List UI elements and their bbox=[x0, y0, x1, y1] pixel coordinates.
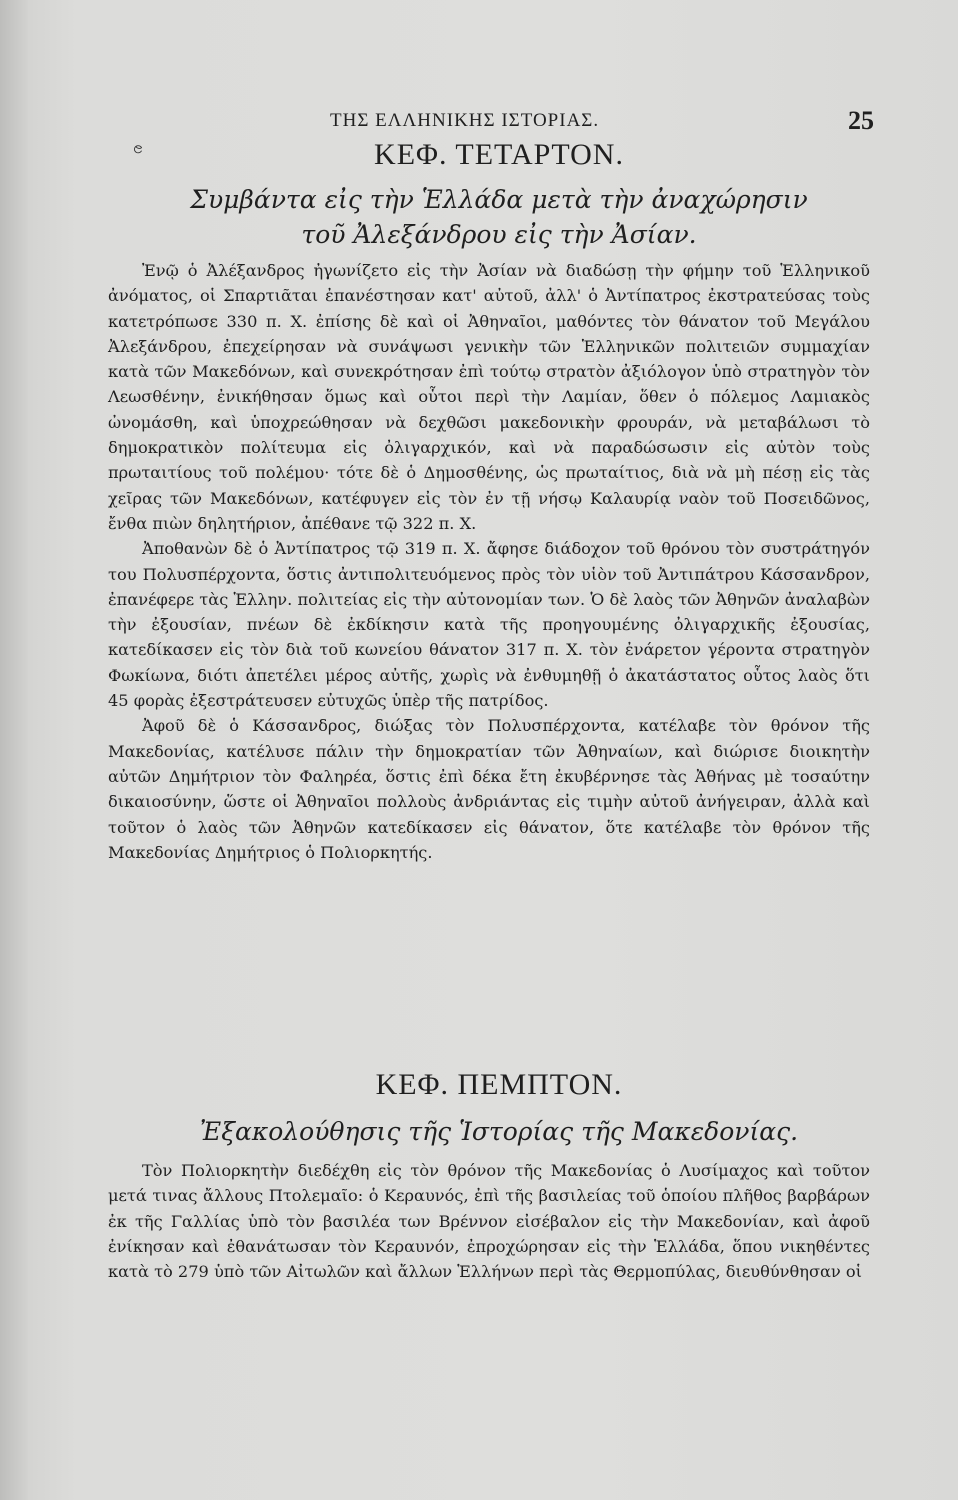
chapter4-paragraph: Ἀποθανὼν δὲ ὁ Ἀντίπατρος τῷ 319 π. Χ. ἄφησε διάδοχον τοῦ θρόνου τὸν συστράτηγόν του Πολυσπέρχοντα, ὅστις ἀντιπολιτευόμενος πρὸς τὸν υἱὸν τοῦ Ἀντιπάτρου Κάσσανδρον, ἐπανέφερε τὰς Ἑλλην. πολιτείας εἰς τὴν αὐτονομίαν των. Ὁ δὲ λαὸς τῶν Ἀθηνῶν ἀναλαβὼν τὴν ἐξουσίαν, πνέων δὲ ἐκδίκησιν κατὰ τῆς προηγουμένης ὀλιγαρχικῆς ἐξουσίας, κατεδίκασεν εἰς τὸν διὰ τοῦ κωνείου θάνατον 317 π. Χ. τὸν ἐνάρετον γέροντα στρατηγὸν Φωκίωνα, διότι ἀπετέλει μέρος αὐτῆς, χωρὶς νὰ ἐνθυμηθῇ ὁ ἀκατάστατος οὗτος λαὸς ὅτι 45 φορὰς ἐξεστράτευσεν εὐτυχῶς ὑπὲρ τῆς πατρίδος. bbox=[108, 539, 870, 711]
running-head: ΤΗΣ ΕΛΛΗΝΙΚΗΣ ΙΣΤΟΡΙΑΣ. bbox=[330, 110, 600, 131]
chapter5-subtitle: Ἐξακολούθησις τῆς Ἱστορίας τῆς Μακεδονίας. bbox=[199, 1117, 799, 1146]
chapter4-paragraph: Ἐνῷ ὁ Ἀλέξανδρος ἠγωνίζετο εἰς τὴν Ἀσίαν νὰ διαδώσῃ τὴν φήμην τοῦ Ἑλληνικοῦ ἀνόματος, οἱ Σπαρτιᾶται ἐπανέστησαν κατ' αὐτοῦ, ἀλλ' ὁ Ἀντίπατρος ἐκστρατεύσας τοὺς κατετρόπωσε 330 π. Χ. ἐπίσης δὲ καὶ οἱ Ἀθηναῖοι, μαθόντες τὸν θάνατον τοῦ Μεγάλου Ἀλεξάνδρου, ἐπεχείρησαν νὰ συνάψωσι γενικὴν τῶν Ἑλληνικῶν πολιτειῶν συμμαχίαν κατὰ τῶν Μακεδόνων, καὶ συνεκρότησαν ἐπὶ τούτῳ στρατὸν ἀξιόλογον ὑπὸ στρατηγὸν τὸν Λεωσθένην, ἐνικήθησαν ὅμως καὶ οὗτοι περὶ τὴν Λαμίαν, ὅθεν ὁ πόλεμος Λαμιακὸς ὠνομάσθη, καὶ ὑποχρεώθησαν νὰ δεχθῶσι μακεδονικὴν φρουράν, νὰ μεταβάλωσι τὸ δημοκρατικὸν πολίτευμα εἰς ὀλιγαρχικόν, καὶ νὰ παραδώσωσιν εἰς αὐτὸν τοὺς πρωταιτίους τοῦ πολέμου· τότε δὲ ὁ Δημοσθένης, ὡς πρωταίτιος, διὰ νὰ μὴ πέσῃ εἰς τὰς χεῖρας τῶν Μακεδόνων, κατέφυγεν εἰς τὸν ἐν τῇ νήσῳ Καλαυρίᾳ ναὸν τοῦ Ποσειδῶνος, ἔνθα πιὼν δηλητήριον, ἀπέθανε τῷ 322 π. Χ. bbox=[108, 261, 870, 533]
chapter5-paragraph: Τὸν Πολιορκητὴν διεδέχθη εἰς τὸν θρόνον τῆς Μακεδονίας ὁ Λυσίμαχος καὶ τοῦτον μετά τινας ἄλλους Πτολεμαῖο: ὁ Κεραυνός, ἐπὶ τῆς βασιλείας τοῦ ὁποίου πλῆθος βαρβάρων ἐκ τῆς Γαλλίας ὑπὸ τὸν βασιλέα των Βρέννον εἰσέβαλον εἰς τὴν Μακεδονίαν, καὶ ἀφοῦ ἐνίκησαν καὶ ἐθανάτωσαν τὸν Κεραυνόν, ἐπροχώρησαν εἰς τὴν Ἑλλάδα, ὅπου νικηθέντες κατὰ τὸ 279 ὑπὸ τῶν Αἰτωλῶν καὶ ἄλλων Ἑλλήνων περὶ τὰς Θερμοπύλας, διευθύνθησαν οἱ bbox=[108, 1161, 870, 1282]
chapter5-body bbox=[108, 1158, 870, 1284]
page-number: 25 bbox=[848, 106, 874, 135]
chapter5-title: ΚΕΦ. ΠΕΜΠΤΟΝ. bbox=[375, 1068, 623, 1101]
chapter4-subtitle-line2: τοῦ Ἀλεξάνδρου εἰς τὴν Ἀσίαν. bbox=[301, 220, 697, 249]
chapter4-body bbox=[108, 258, 870, 865]
chapter4-title: ΚΕΦ. ΤΕΤΑΡΤΟΝ. bbox=[374, 138, 624, 171]
stray-mark: ၔ bbox=[133, 137, 144, 158]
chapter4-paragraph: Ἀφοῦ δὲ ὁ Κάσσανδρος, διώξας τὸν Πολυσπέρχοντα, κατέλαβε τὸν θρόνον τῆς Μακεδονίας, κατέλυσε πάλιν τὴν δημοκρατίαν τῶν Ἀθηναίων, καὶ διώρισε διοικητὴν αὐτῶν Δημήτριον τὸν Φαληρέα, ὅστις ἐπὶ δέκα ἔτη ἐκυβέρνησε τὰς Ἀθήνας μὲ τοσαύτην δικαιοσύνην, ὥστε οἱ Ἀθηναῖοι πολλοὺς ἀνδριάντας εἰς τιμὴν αὐτοῦ ἀνήγειραν, ἀλλὰ καὶ τοῦτον ὁ λαὸς τῶν Ἀθηνῶν κατεδίκασεν εἰς θάνατον, ὅτε κατέλαβε τὸν θρόνον τῆς Μακεδονίας Δημήτριος ὁ Πολιορκητής. bbox=[108, 716, 870, 862]
chapter4-subtitle-line1: Συμβάντα εἰς τὴν Ἑλλάδα μετὰ τὴν ἀναχώρησιν bbox=[190, 185, 808, 214]
